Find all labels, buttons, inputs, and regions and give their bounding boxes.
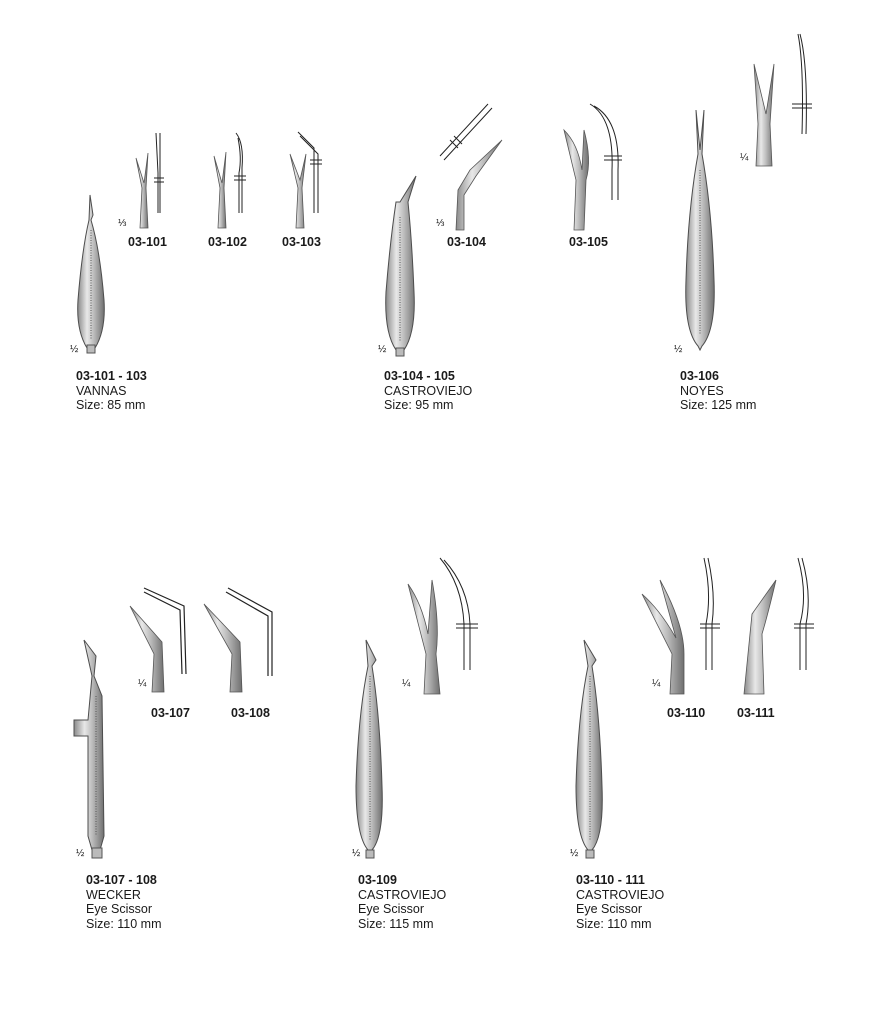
- product-caption: [680, 369, 756, 413]
- vannas-tip-straight-icon: [130, 128, 170, 228]
- detail-code: 03-104: [447, 235, 486, 249]
- vannas-tip-angled-icon: [284, 128, 329, 228]
- scale-label: ⅓: [118, 218, 127, 229]
- wecker-scissor-illustration: [70, 636, 120, 862]
- detail-code: 03-111: [737, 706, 775, 720]
- wecker-tip-alt-icon: [200, 584, 280, 692]
- product-caption: [86, 873, 162, 931]
- detail-code: 03-103: [282, 235, 321, 249]
- scale-label: ¼: [138, 678, 147, 689]
- product-size: Size: 115 mm: [358, 916, 434, 931]
- product-desc: Eye Scissor: [576, 902, 642, 916]
- product-code: 03-104 - 105: [384, 369, 455, 383]
- detail-code: 03-102: [208, 235, 247, 249]
- detail-code: 03-110: [667, 706, 706, 720]
- product-name: CASTROVIEJO: [358, 887, 447, 902]
- product-desc: Eye Scissor: [86, 902, 152, 916]
- scale-label: ¼: [402, 678, 411, 689]
- castroviejo-tip-curved-icon: [560, 100, 630, 230]
- scale-label: ½: [76, 848, 85, 859]
- wecker-tip-icon: [126, 584, 198, 692]
- castroviejo-scissor-illustration: [566, 636, 616, 862]
- product-caption: [76, 369, 147, 413]
- product-size: Size: 110 mm: [86, 916, 162, 931]
- product-code: 03-110 - 111: [576, 873, 645, 887]
- noyes-scissor-illustration: [672, 110, 728, 360]
- product-code: 03-101 - 103: [76, 369, 147, 383]
- product-size: Size: 85 mm: [76, 398, 146, 412]
- scale-label: ½: [70, 344, 79, 355]
- castroviejo-scissor-illustration: [346, 636, 396, 862]
- castroviejo-tip-angled-icon: [436, 100, 506, 230]
- scale-label: ½: [378, 344, 387, 355]
- product-size: Size: 125 mm: [680, 398, 757, 412]
- castroviejo-tip-alt-icon: [738, 554, 820, 694]
- product-caption: [384, 369, 472, 413]
- castroviejo-tip-curved-icon: [402, 554, 484, 694]
- detail-code: 03-105: [569, 235, 608, 249]
- castroviejo-tip-angled-icon: [640, 554, 722, 694]
- product-code: 03-109: [358, 873, 397, 887]
- product-caption: [576, 873, 664, 931]
- product-code: 03-107 - 108: [86, 873, 157, 887]
- product-name: CASTROVIEJO: [576, 887, 665, 902]
- noyes-tip-icon: [750, 34, 820, 166]
- castroviejo-scissor-illustration: [370, 172, 430, 362]
- scale-label: ½: [352, 848, 361, 859]
- scale-label: ½: [570, 848, 579, 859]
- detail-code: 03-107: [151, 706, 190, 720]
- product-size: Size: 95 mm: [384, 398, 454, 412]
- product-name: WECKER: [86, 887, 141, 902]
- detail-code: 03-108: [231, 706, 270, 720]
- product-size: Size: 110 mm: [576, 916, 652, 931]
- product-code: 03-106: [680, 369, 719, 383]
- vannas-scissor-illustration: [60, 190, 120, 360]
- product-caption: [358, 873, 446, 931]
- product-desc: Eye Scissor: [358, 902, 424, 916]
- scale-label: ⅓: [436, 218, 445, 229]
- product-name: VANNAS: [76, 383, 127, 398]
- product-name: NOYES: [680, 383, 724, 398]
- scale-label: ½: [674, 344, 683, 355]
- scale-label: ¼: [740, 152, 749, 163]
- detail-code: 03-101: [128, 235, 167, 249]
- scale-label: ¼: [652, 678, 661, 689]
- product-name: CASTROVIEJO: [384, 383, 473, 398]
- vannas-tip-curved-icon: [208, 128, 253, 228]
